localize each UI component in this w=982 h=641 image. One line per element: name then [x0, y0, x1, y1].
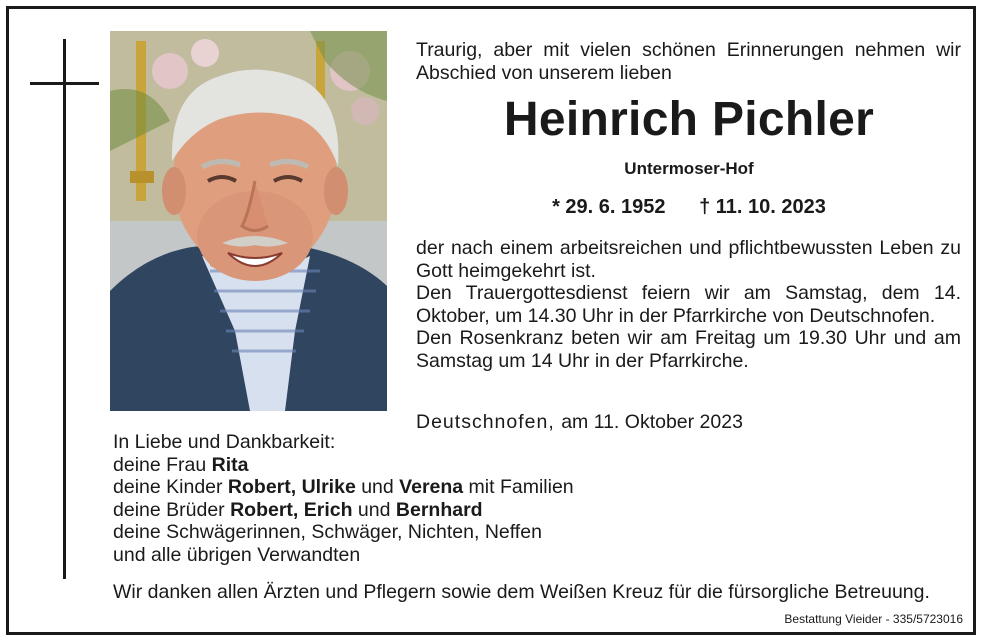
body-line-life: der nach einem arbeitsreichen und pflichtbewussten Leben zu Gott heimgekehrt ist. — [416, 237, 961, 282]
thanks-text: Wir danken allen Ärzten und Pflegern sowie dem Weißen Kreuz für die fürsorgliche Betreuung. — [113, 581, 930, 603]
family-wife: deine Frau Rita — [113, 453, 249, 476]
cross-icon-bar — [30, 82, 99, 85]
birth-date: * 29. 6. 1952 — [552, 196, 666, 218]
body-line-rosary: Den Rosenkranz beten wir am Freitag um 19.30 Uhr und am Samstag um 14 Uhr in der Pfarrkirche. — [416, 327, 961, 372]
intro-text: Traurig, aber mit vielen schönen Erinnerungen nehmen wir Abschied von unserem lieben — [416, 39, 961, 84]
family-brothers: deine Brüder Robert, Erich und Bernhard — [113, 498, 483, 521]
family-intro: In Liebe und Dankbarkeit: — [113, 431, 336, 453]
undertaker-credit: Bestattung Vieider - 335/5723016 — [784, 612, 963, 626]
life-dates — [389, 196, 982, 219]
death-date: † 11. 10. 2023 — [699, 196, 826, 218]
farm-name: Untermoser-Hof — [624, 159, 754, 178]
deceased-name: Heinrich Pichler — [503, 93, 875, 146]
family-list — [113, 431, 813, 566]
body-line-funeral: Den Trauergottesdienst feiern wir am Samstag, dem 14. Oktober, um 14.30 Uhr in der Pfarrkirche von Deutschnofen. — [416, 282, 961, 327]
notice-date: am 11. Oktober 2023 — [561, 411, 743, 433]
announcement-body — [416, 237, 961, 372]
cross-icon — [63, 39, 66, 579]
family-inlaws: deine Schwägerinnen, Schwäger, Nichten, Neffen — [113, 521, 542, 543]
obituary-notice — [6, 6, 976, 635]
family-children: deine Kinder Robert, Ulrike und Verena mit Familien — [113, 476, 574, 498]
family-relatives: und alle übrigen Verwandten — [113, 543, 361, 566]
place-name: Deutschnofen, — [416, 411, 555, 433]
portrait-photo — [110, 31, 387, 411]
